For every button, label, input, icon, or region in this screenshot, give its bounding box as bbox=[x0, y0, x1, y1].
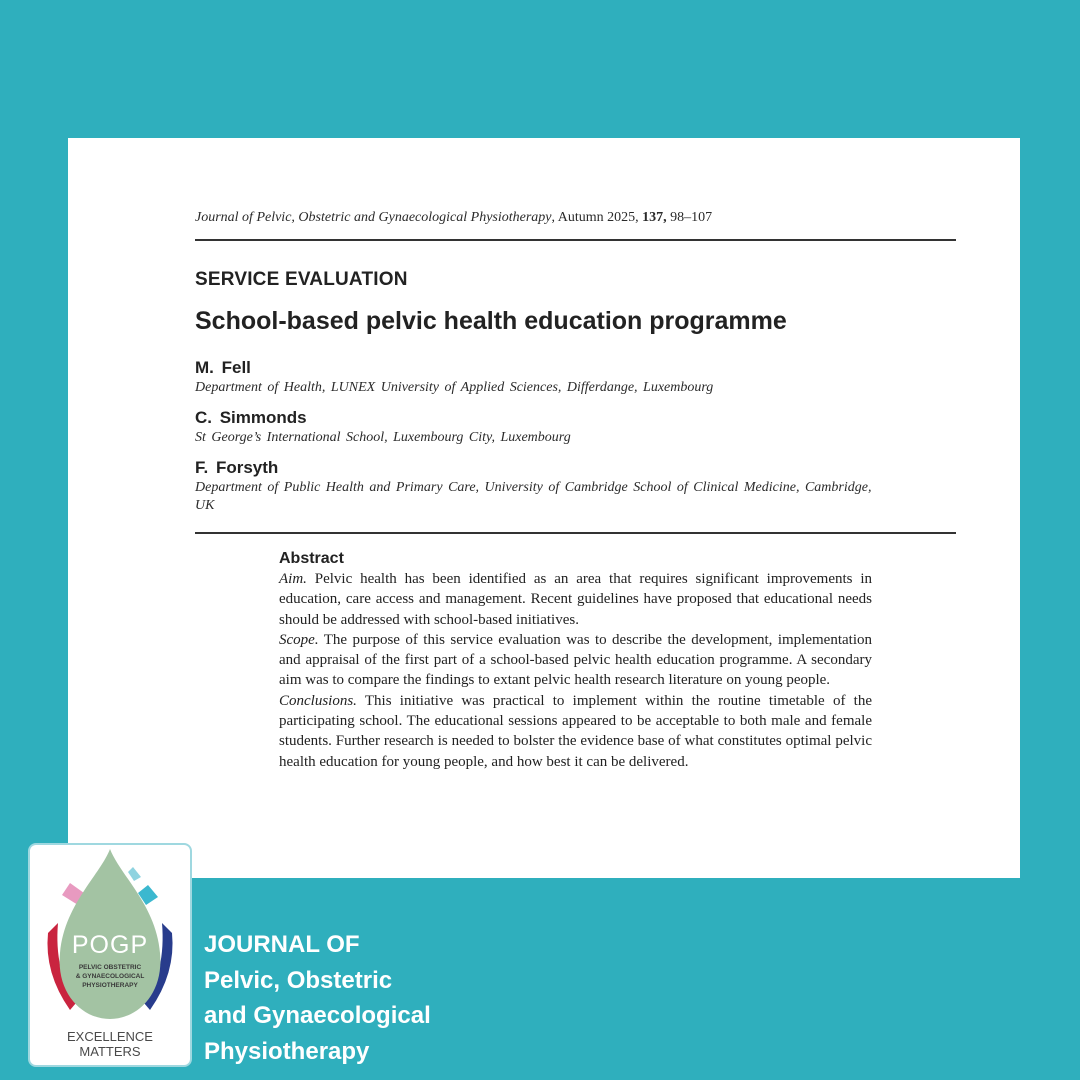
tagline-line: EXCELLENCE bbox=[67, 1029, 153, 1044]
pogp-logo bbox=[28, 843, 192, 1067]
abstract-conclusions bbox=[279, 691, 872, 772]
aim-label: Aim. bbox=[279, 571, 307, 587]
article-page bbox=[68, 138, 1020, 878]
abstract bbox=[279, 550, 872, 772]
journal-citation bbox=[195, 210, 712, 226]
tagline-line: MATTERS bbox=[79, 1044, 141, 1059]
citation-volume: 137, bbox=[642, 210, 667, 225]
author-block bbox=[195, 408, 895, 447]
journal-brand-line: JOURNAL OF bbox=[204, 931, 360, 958]
author-affiliation: Department of Health, LUNEX University of Applied Sciences, Differdange, Luxembourg bbox=[195, 380, 714, 395]
logo-subtitle-line: PELVIC OBSTETRIC bbox=[78, 964, 142, 971]
journal-brand-line: Pelvic, Obstetric bbox=[204, 966, 393, 994]
conclusions-label: Conclusions. bbox=[279, 692, 357, 709]
journal-brand-line: Physiotherapy bbox=[204, 1037, 370, 1065]
logo-tagline bbox=[30, 1029, 190, 1059]
logo-emblem bbox=[30, 845, 190, 1029]
logo-subtitle-line: PHYSIOTHERAPY bbox=[82, 982, 138, 989]
author-block bbox=[195, 458, 895, 515]
author-name: M. Fell bbox=[195, 358, 251, 377]
journal-brand bbox=[204, 927, 431, 1069]
author-affiliation: Department of Public Health and Primary Care, University of Cambridge School of Clinical Medicine, Cambridge, UK bbox=[195, 480, 872, 513]
header-divider bbox=[195, 239, 956, 241]
authors-divider bbox=[195, 532, 956, 534]
abstract-heading: Abstract bbox=[279, 550, 344, 567]
citation-pages: 98–107 bbox=[666, 210, 713, 225]
journal-brand-line: and Gynaecological bbox=[204, 1002, 431, 1029]
section-label: SERVICE EVALUATION bbox=[195, 269, 408, 290]
scope-label: Scope. bbox=[279, 631, 319, 648]
article-title: School-based pelvic health education programme bbox=[195, 307, 787, 335]
author-name: F. Forsyth bbox=[195, 458, 279, 477]
citation-journal: Journal of Pelvic, Obstetric and Gynaecological Physiotherapy bbox=[195, 210, 552, 225]
conclusions-text: This initiative was practical to implement within the routine timetable of the participating school. The educational sessions appeared to be acceptable to both male and female students. Further research is needed to bolster the evidence base of what constitutes optimal pelvic health education for young people, and how best it can be delivered. bbox=[279, 692, 872, 770]
citation-season-year: , Autumn 2025, bbox=[551, 210, 643, 225]
author-affiliation: St George’s International School, Luxembourg City, Luxembourg bbox=[195, 430, 571, 445]
pale-blue-petal-icon bbox=[128, 867, 141, 881]
author-name: C. Simmonds bbox=[195, 408, 307, 427]
abstract-aim bbox=[279, 569, 872, 630]
aim-text: Pelvic health has been identified as an area that requires significant improvements in education, care access and management. Recent guidelines have proposed that educational needs should be addressed with school-based initiatives. bbox=[279, 571, 872, 628]
logo-acronym: POGP bbox=[71, 931, 149, 959]
author-block bbox=[195, 358, 895, 397]
abstract-scope bbox=[279, 630, 872, 691]
logo-subtitle-line: & GYNAECOLOGICAL bbox=[75, 973, 145, 980]
scope-text: The purpose of this service evaluation was to describe the development, implementation and appraisal of the first part of a school-based pelvic health education programme. A secondary aim was to compare the findings to extant pelvic health research literature on young people. bbox=[279, 631, 872, 689]
